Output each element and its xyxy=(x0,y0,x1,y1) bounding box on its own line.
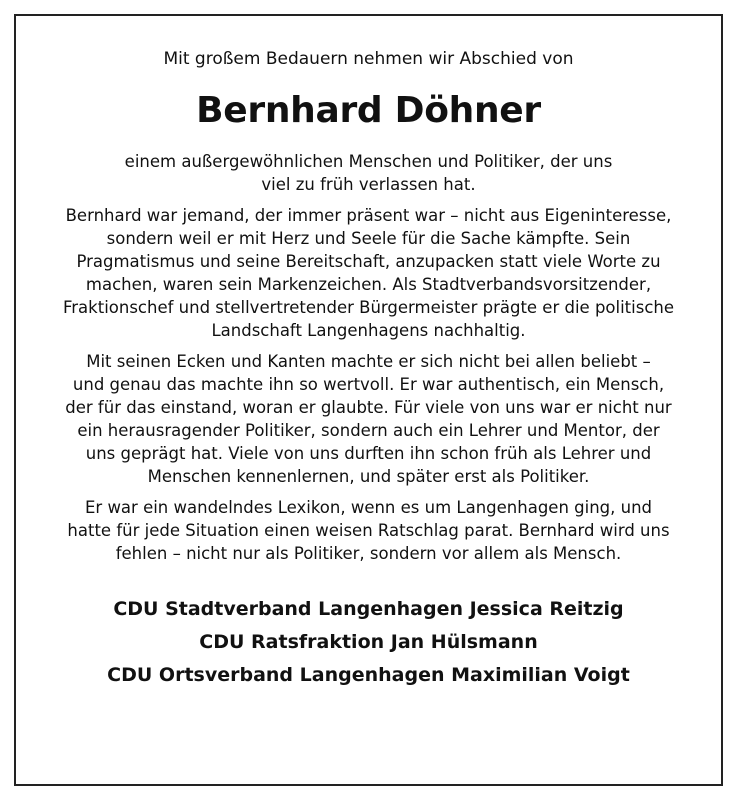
paragraph-line: der für das einstand, woran er glaubte. Für viele von uns war er nicht nur xyxy=(65,398,672,417)
paragraph-line: Er war ein wandelndes Lexikon, wenn es um Langenhagen ging, und xyxy=(84,498,653,517)
signature-ratsfraktion: CDU Ratsfraktion Jan Hülsmann xyxy=(199,631,538,653)
signature-stadtverband: CDU Stadtverband Langenhagen Jessica Reitzig xyxy=(113,598,624,620)
paragraph-line: Menschen kennenlernen, und später erst als Politiker. xyxy=(147,467,590,486)
intro-text: Mit großem Bedauern nehmen wir Abschied von xyxy=(163,49,574,69)
paragraph-line: und genau das machte ihn so wertvoll. Er war authentisch, ein Mensch, xyxy=(72,375,665,394)
paragraph-line: machen, waren sein Markenzeichen. Als Stadtverbandsvorsitzender, xyxy=(85,275,652,294)
paragraph-1 xyxy=(46,204,691,342)
paragraph-line: Bernhard war jemand, der immer präsent war – nicht aus Eigeninteresse, xyxy=(65,206,672,225)
subtitle-line: einem außergewöhnlichen Menschen und Politiker, der uns xyxy=(124,152,613,171)
paragraph-line: hatte für jede Situation einen weisen Ratschlag parat. Bernhard wird uns xyxy=(67,521,670,540)
paragraph-3 xyxy=(46,496,691,565)
obituary-notice-frame xyxy=(14,14,723,786)
subtitle-line: viel zu früh verlassen hat. xyxy=(261,175,476,194)
deceased-name: Bernhard Döhner xyxy=(196,90,541,131)
paragraph-line: Landschaft Langenhagens nachhaltig. xyxy=(211,321,526,340)
paragraph-line: ein herausragender Politiker, sondern auch ein Lehrer und Mentor, der xyxy=(77,421,660,440)
paragraph-line: fehlen – nicht nur als Politiker, sondern vor allem als Mensch. xyxy=(115,544,622,563)
paragraph-2 xyxy=(46,350,691,488)
paragraph-line: Mit seinen Ecken und Kanten machte er sich nicht bei allen beliebt – xyxy=(86,352,651,371)
signature-ortsverband: CDU Ortsverband Langenhagen Maximilian Voigt xyxy=(107,664,630,686)
paragraph-line: Pragmatismus und seine Bereitschaft, anzupacken statt viele Worte zu xyxy=(76,252,661,271)
paragraph-line: uns geprägt hat. Viele von uns durften ihn schon früh als Lehrer und xyxy=(85,444,652,463)
signature-block xyxy=(46,593,691,692)
paragraph-line: sondern weil er mit Herz und Seele für die Sache kämpfte. Sein xyxy=(106,229,631,248)
subtitle xyxy=(46,150,691,196)
paragraph-line: Fraktionschef und stellvertretender Bürgermeister prägte er die politische xyxy=(62,298,675,317)
